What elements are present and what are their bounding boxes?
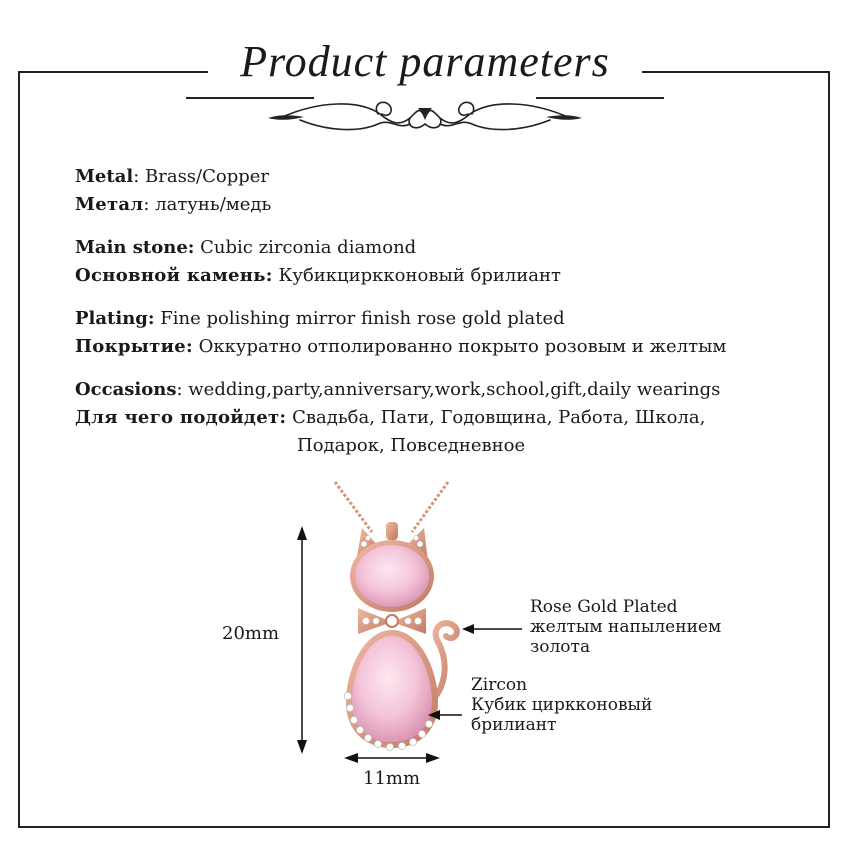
parameters-list: [75, 163, 815, 475]
metal-row-ru: Метал: латунь/медь: [75, 194, 272, 215]
flourish-ornament: [260, 96, 590, 140]
stone-group: [75, 234, 815, 290]
plating-row-en: Plating: Fine polishing mirror finish rose gold plated: [75, 308, 565, 329]
occasions-row-ru-cont: Подарок, Повседневное: [297, 435, 526, 456]
metal-row-en: Metal: Brass/Copper: [75, 166, 270, 187]
plating-row-ru: Покрытие: Оккуратно отполированно покрыто розовым и желтым: [75, 336, 727, 357]
occasions-row-ru: Для чего подойдет: Свадьба, Пати, Годовщина, Работа, Школа,: [75, 407, 706, 428]
stone-row-ru: Основной камень: Кубикциркконовый брилиант: [75, 265, 561, 286]
callout-zircon: Zircon Кубик циркконовый брилиант: [471, 675, 653, 735]
occasions-group: [75, 376, 815, 460]
pendant-illustration: [0, 470, 850, 810]
plating-group: [75, 305, 815, 361]
pendant-bail: [386, 522, 398, 540]
stone-row-en: Main stone: Cubic zirconia diamond: [75, 237, 417, 258]
height-dimension-arrow: [297, 526, 307, 754]
width-dimension-arrow: [344, 753, 440, 763]
callout-arrow-plating: [462, 624, 522, 634]
width-label: 11mm: [363, 768, 421, 789]
occasions-row-en: Occasions: wedding,party,anniversary,work,school,gift,daily wearings: [75, 379, 721, 400]
product-figure: [0, 470, 850, 810]
cat-head-stone: [355, 545, 429, 607]
height-label: 20mm: [222, 623, 280, 644]
metal-group: [75, 163, 815, 219]
page-title: Product parameters: [240, 37, 610, 86]
callout-plating: Rose Gold Plated желтым напылением золота: [530, 597, 722, 657]
